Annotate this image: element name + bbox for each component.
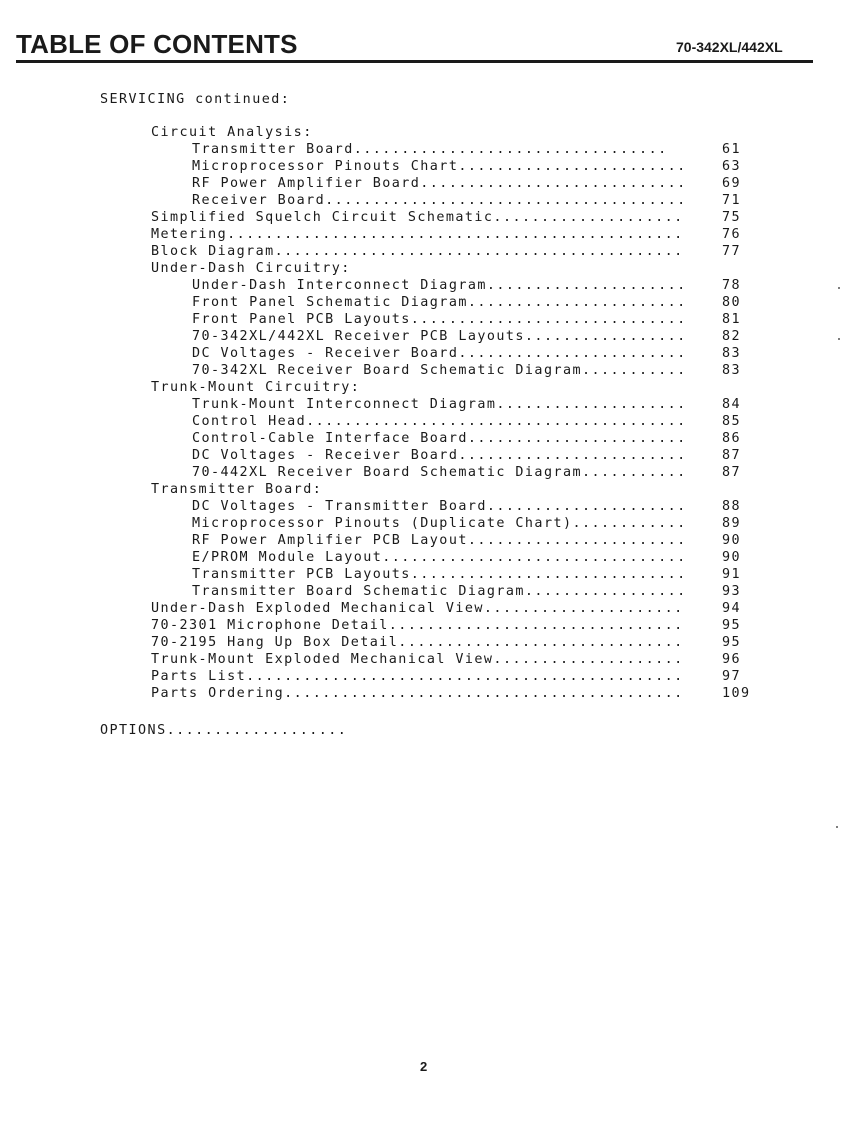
toc-entry-label: Under-Dash Exploded Mechanical View..................... <box>151 601 684 616</box>
scan-speck <box>836 826 838 828</box>
toc-entry <box>151 653 756 670</box>
toc-entry <box>151 483 756 500</box>
toc-entry <box>151 160 756 177</box>
toc-entry <box>151 245 756 262</box>
toc-entry <box>151 551 756 568</box>
toc-entry-label: 70-2301 Microphone Detail............................... <box>151 618 684 633</box>
toc-entry-label: Receiver Board...................................... <box>192 193 687 208</box>
toc-entry-page: 87 <box>722 448 742 463</box>
toc-entry <box>151 568 756 585</box>
toc-entry <box>151 296 756 313</box>
section-title: SERVICING continued: <box>100 92 291 107</box>
toc-entry-label: RF Power Amplifier Board............................ <box>192 176 687 191</box>
toc-entry-page: 86 <box>722 431 742 446</box>
toc-entry-label: RF Power Amplifier PCB Layout....................... <box>192 533 687 548</box>
toc-entry-page: 91 <box>722 567 742 582</box>
toc-entry-label: 70-442XL Receiver Board Schematic Diagram........... <box>192 465 687 480</box>
toc-entry-page: 90 <box>722 550 742 565</box>
toc-entry <box>151 126 756 143</box>
toc-entry-label: Trunk-Mount Circuitry: <box>151 380 361 395</box>
toc-entry-label: Transmitter PCB Layouts............................. <box>192 567 687 582</box>
toc-entry-page: 94 <box>722 601 742 616</box>
toc-entry <box>151 330 756 347</box>
toc-entry-label: 70-342XL Receiver Board Schematic Diagram........... <box>192 363 687 378</box>
toc-entry-label: 70-2195 Hang Up Box Detail.............................. <box>151 635 684 650</box>
options-entry: OPTIONS................... <box>100 723 348 738</box>
toc-entry-label: DC Voltages - Receiver Board........................ <box>192 346 687 361</box>
toc-entry <box>151 466 756 483</box>
toc-entry-label: Front Panel Schematic Diagram....................... <box>192 295 687 310</box>
toc-entry-label: Metering................................................ <box>151 227 684 242</box>
toc-entry-page: 89 <box>722 516 742 531</box>
toc-entry-page: 77 <box>722 244 742 259</box>
toc-entry <box>151 194 756 211</box>
toc-entry <box>151 636 756 653</box>
toc-entry-page: 80 <box>722 295 742 310</box>
toc-entry <box>151 585 756 602</box>
toc-entry-page: 87 <box>722 465 742 480</box>
toc-entry <box>151 228 756 245</box>
toc-entry <box>151 687 756 704</box>
toc-entry-page: 82 <box>722 329 742 344</box>
toc-entry <box>151 143 756 160</box>
toc-entry-label: Transmitter Board: <box>151 482 323 497</box>
page-number: 2 <box>420 1059 428 1074</box>
toc-entry <box>151 364 756 381</box>
toc-entry-label: DC Voltages - Receiver Board........................ <box>192 448 687 463</box>
toc-entry-label: Circuit Analysis: <box>151 125 313 140</box>
toc-entry-page: 83 <box>722 363 742 378</box>
toc-entry-label: E/PROM Module Layout................................ <box>192 550 687 565</box>
toc-entry <box>151 449 756 466</box>
toc-entry-page: 88 <box>722 499 742 514</box>
toc-entry-label: Block Diagram........................................... <box>151 244 684 259</box>
toc-entry-page: 109 <box>722 686 751 701</box>
toc-entry <box>151 262 756 279</box>
toc-entry <box>151 313 756 330</box>
toc-entry-page: 93 <box>722 584 742 599</box>
toc-entry-page: 96 <box>722 652 742 667</box>
table-of-contents <box>151 126 756 704</box>
toc-entry <box>151 517 756 534</box>
toc-entry <box>151 177 756 194</box>
toc-entry-label: Under-Dash Circuitry: <box>151 261 351 276</box>
model-number: 70-342XL/442XL <box>676 39 783 55</box>
scan-speck <box>838 338 840 340</box>
toc-entry-page: 97 <box>722 669 742 684</box>
toc-entry-page: 95 <box>722 618 742 633</box>
toc-entry <box>151 279 756 296</box>
toc-entry-page: 85 <box>722 414 742 429</box>
toc-entry-label: Parts List.............................................. <box>151 669 684 684</box>
toc-entry-label: Simplified Squelch Circuit Schematic.................... <box>151 210 684 225</box>
header-rule <box>16 60 813 63</box>
toc-entry-label: Trunk-Mount Exploded Mechanical View.................... <box>151 652 684 667</box>
toc-entry <box>151 670 756 687</box>
toc-entry-label: Control Head........................................ <box>192 414 687 429</box>
toc-entry-label: Parts Ordering.......................................... <box>151 686 684 701</box>
toc-entry-label: Microprocessor Pinouts (Duplicate Chart)............ <box>192 516 687 531</box>
toc-entry <box>151 381 756 398</box>
toc-entry-label: 70-342XL/442XL Receiver PCB Layouts................. <box>192 329 687 344</box>
toc-entry-page: 69 <box>722 176 742 191</box>
toc-entry <box>151 347 756 364</box>
toc-entry <box>151 619 756 636</box>
toc-entry-label: Transmitter Board Schematic Diagram................. <box>192 584 687 599</box>
toc-entry-page: 84 <box>722 397 742 412</box>
toc-entry-label: DC Voltages - Transmitter Board..................... <box>192 499 687 514</box>
toc-entry-page: 81 <box>722 312 742 327</box>
toc-entry-label: Microprocessor Pinouts Chart........................ <box>192 159 687 174</box>
toc-entry-page: 83 <box>722 346 742 361</box>
toc-entry <box>151 398 756 415</box>
page-title: TABLE OF CONTENTS <box>16 29 298 59</box>
toc-entry-label: Trunk-Mount Interconnect Diagram.................... <box>192 397 687 412</box>
toc-entry <box>151 534 756 551</box>
toc-entry-label: Control-Cable Interface Board....................... <box>192 431 687 446</box>
toc-entry-page: 61 <box>722 142 742 157</box>
toc-entry-page: 71 <box>722 193 742 208</box>
toc-entry <box>151 211 756 228</box>
toc-entry <box>151 500 756 517</box>
toc-entry <box>151 415 756 432</box>
toc-entry-label: Transmitter Board................................. <box>192 142 668 157</box>
toc-entry-page: 78 <box>722 278 742 293</box>
toc-entry-page: 63 <box>722 159 742 174</box>
toc-entry-page: 95 <box>722 635 742 650</box>
toc-entry <box>151 602 756 619</box>
toc-entry-page: 75 <box>722 210 742 225</box>
toc-entry-page: 76 <box>722 227 742 242</box>
toc-entry-label: Under-Dash Interconnect Diagram..................... <box>192 278 687 293</box>
toc-entry-label: Front Panel PCB Layouts............................. <box>192 312 687 327</box>
scan-speck <box>838 287 840 289</box>
toc-entry-page: 90 <box>722 533 742 548</box>
toc-entry <box>151 432 756 449</box>
